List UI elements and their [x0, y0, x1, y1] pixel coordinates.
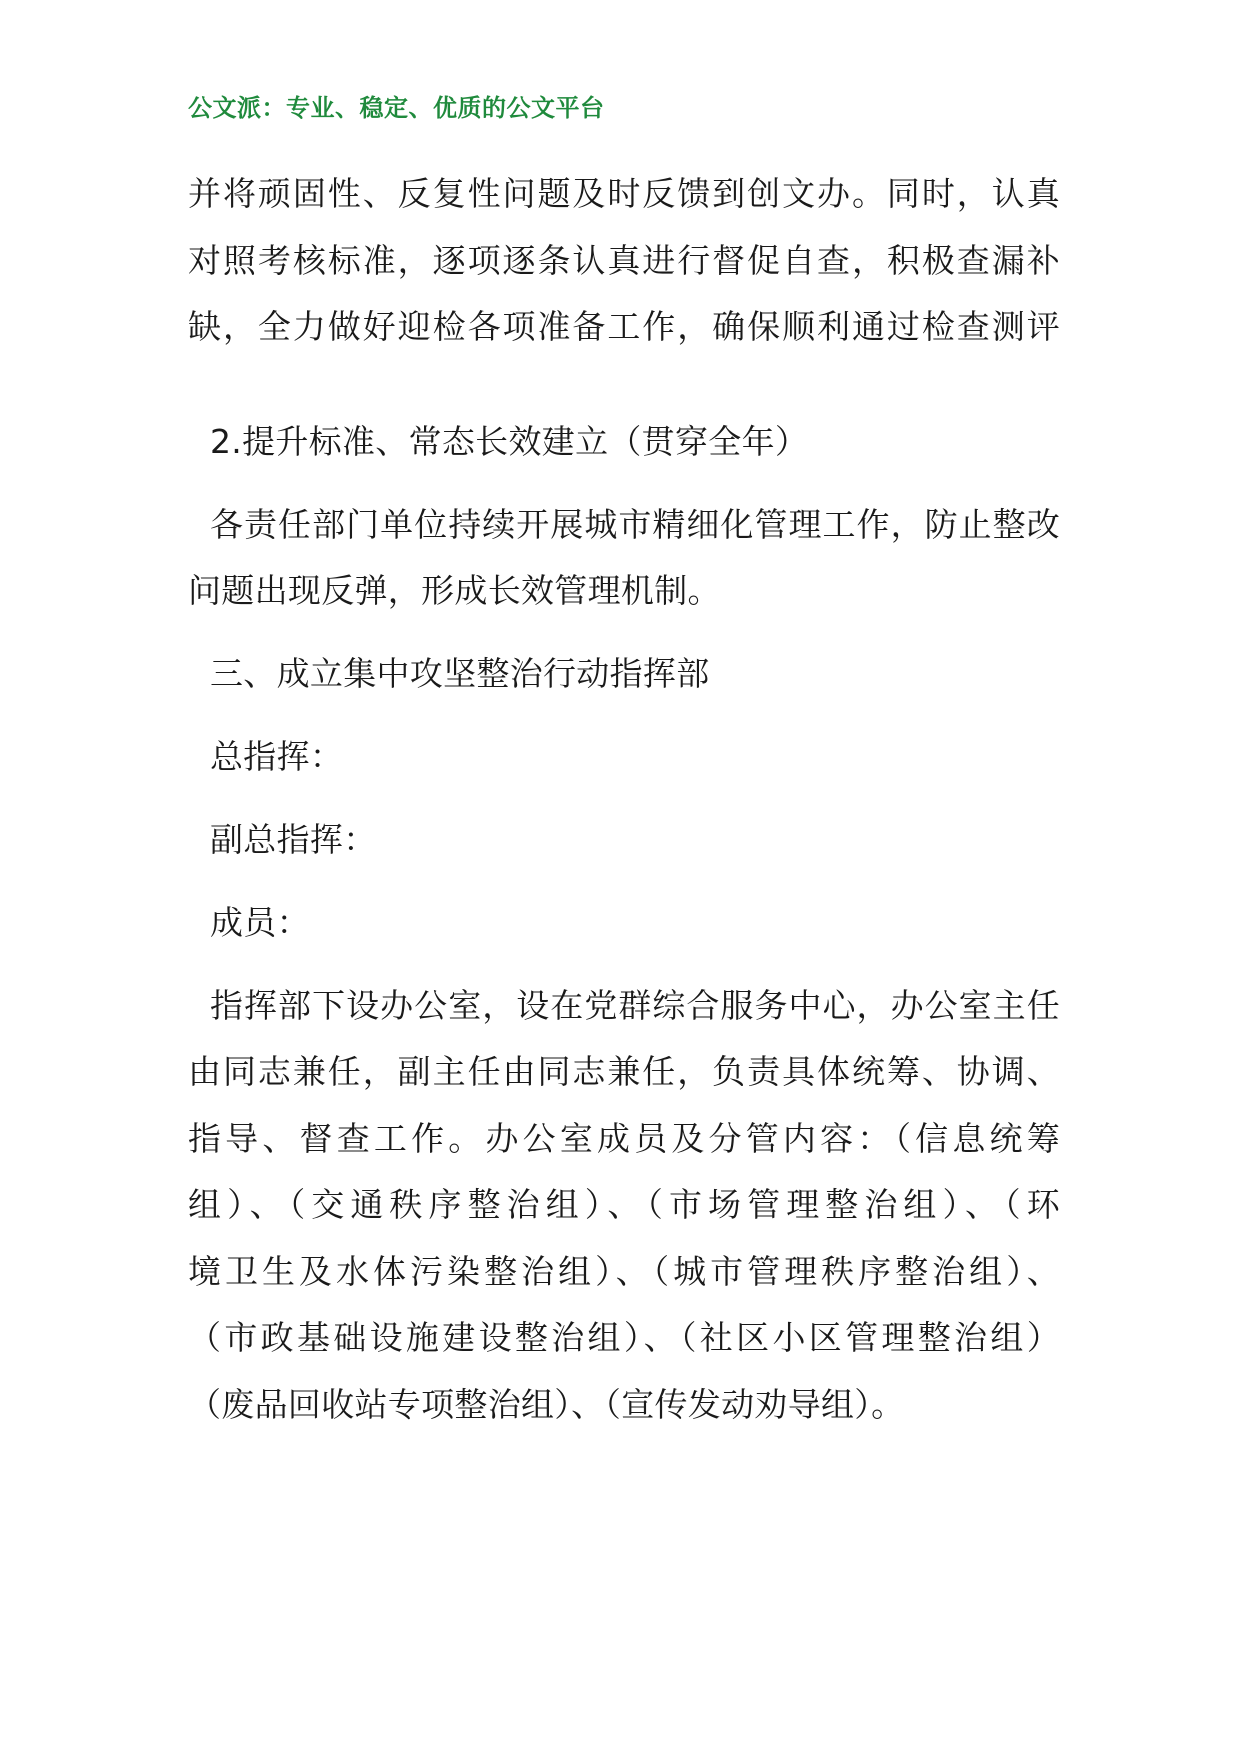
header-title: 公文派：专业、稳定、优质的公文平台 [188, 93, 605, 122]
paragraph-line: 各责任部门单位持续开展城市精细化管理工作，防止整改 [210, 505, 1060, 544]
section-heading: 三、成立集中攻坚整治行动指挥部 [210, 654, 710, 693]
section-heading: 2.提升标准、常态长效建立（贯穿全年） [210, 422, 809, 461]
paragraph-line: 并将顽固性、反复性问题及时反馈到创文办。同时，认真 [188, 174, 1060, 213]
members-label: 成员： [210, 903, 310, 942]
paragraph-line: 指挥部下设办公室，设在党群综合服务中心，办公室主任 [210, 986, 1060, 1025]
commander-label: 总指挥： [210, 737, 344, 776]
paragraph-line: 问题出现反弹，形成长效管理机制。 [188, 571, 721, 610]
deputy-commander-label: 副总指挥： [210, 820, 377, 859]
paragraph-line: 指导、督查工作。办公室成员及分管内容：（信息统筹 [188, 1119, 1060, 1158]
paragraph-line: 缺，全力做好迎检各项准备工作，确保顺利通过检查测评 [188, 307, 1060, 346]
paragraph-line: （废品回收站专项整治组）、（宣传发动劝导组）。 [188, 1385, 905, 1424]
paragraph-line: 由同志兼任，副主任由同志兼任，负责具体统筹、协调、 [188, 1052, 1060, 1091]
paragraph-line: 组）、（交通秩序整治组）、（市场管理整治组）、（环 [188, 1185, 1060, 1224]
paragraph-line: 境卫生及水体污染整治组）、（城市管理秩序整治组）、 [188, 1252, 1060, 1291]
paragraph-line: 对照考核标准，逐项逐条认真进行督促自查，积极查漏补 [188, 241, 1060, 280]
paragraph-line: （市政基础设施建设整治组）、（社区小区管理整治组） [188, 1318, 1060, 1357]
